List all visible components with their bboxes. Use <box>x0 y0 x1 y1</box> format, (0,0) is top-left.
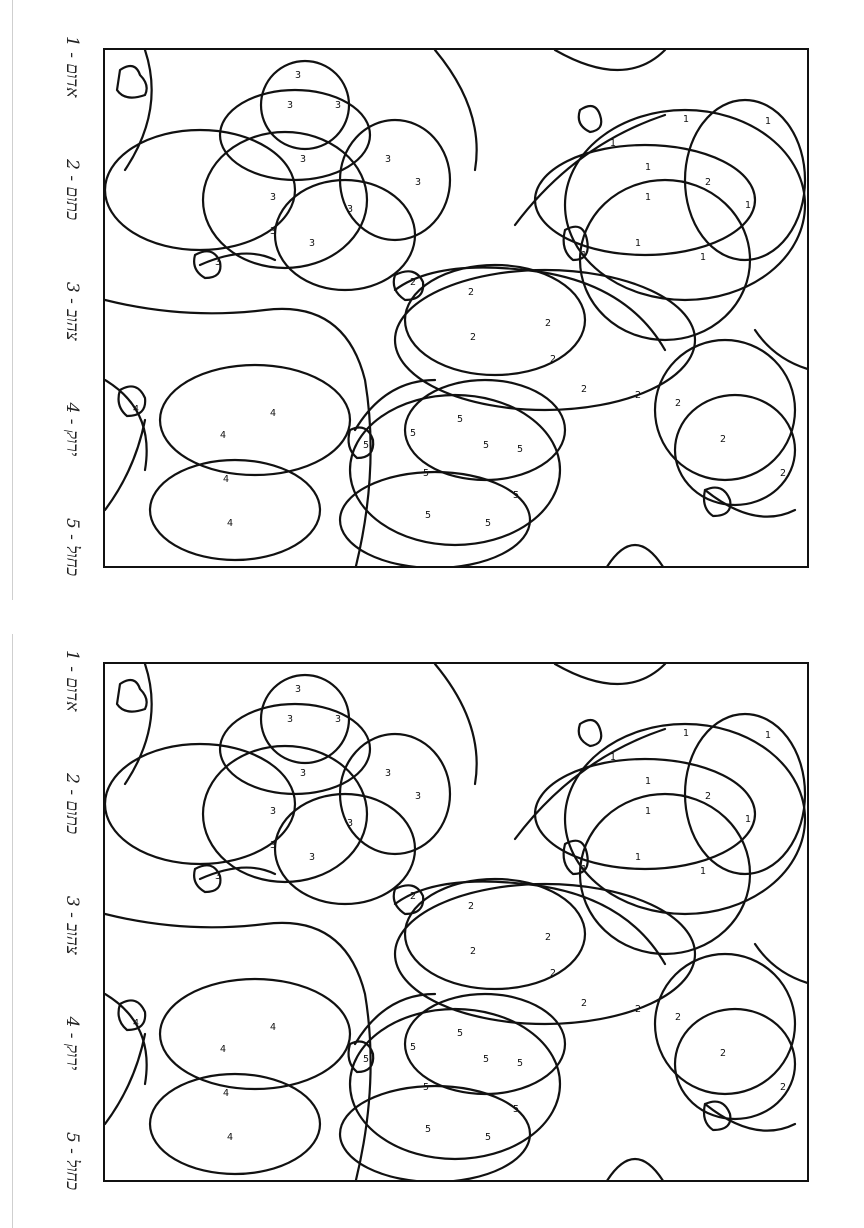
background-curve <box>125 664 152 784</box>
legend-item-5: 5 - כחול <box>62 517 82 576</box>
region-number: 3 <box>415 791 422 802</box>
petal-outline <box>405 265 585 375</box>
leaf-shape <box>119 1000 146 1030</box>
leaf-shape <box>394 271 423 300</box>
coloring-frame <box>103 48 809 568</box>
petal-outline <box>350 1009 560 1159</box>
fold-line <box>12 634 13 1228</box>
region-number: 1 <box>745 200 752 211</box>
legend-list <box>62 650 82 1190</box>
leaf-shape <box>579 106 602 132</box>
region-number: 4 <box>223 1088 230 1099</box>
region-number: 3 <box>287 714 294 725</box>
region-number: 2 <box>468 901 475 912</box>
region-number: 4 <box>270 1022 277 1033</box>
petal-outline <box>580 794 750 954</box>
region-number: 2 <box>550 968 557 979</box>
petal-outline <box>150 1074 320 1174</box>
petal-outline <box>160 979 350 1089</box>
legend-item-2: 2 - כתום <box>62 773 82 835</box>
region-number: 3 <box>270 226 277 237</box>
petal-outline <box>160 365 350 475</box>
region-number: 5 <box>423 1082 430 1093</box>
petal-outline <box>275 794 415 904</box>
region-number: 2 <box>545 318 552 329</box>
region-number: 1 <box>610 138 617 149</box>
background-curve <box>605 545 665 568</box>
background-curve <box>105 380 147 470</box>
petal-outline <box>675 1009 795 1119</box>
region-number: 1 <box>645 806 652 817</box>
region-number: 3 <box>270 806 277 817</box>
background-curve <box>605 1159 665 1182</box>
legend-item-3: 3 - צהוב <box>62 895 82 955</box>
legend-item-2: 2 - כתום <box>62 159 82 221</box>
color-by-number-drawing <box>105 50 809 568</box>
region-number: 1 <box>765 730 772 741</box>
stem-curve <box>105 420 145 510</box>
region-number: 3 <box>385 768 392 779</box>
region-number: 2 <box>720 1048 727 1059</box>
region-number: 3 <box>287 100 294 111</box>
region-number: 3 <box>347 204 354 215</box>
region-number: 4 <box>220 1044 227 1055</box>
region-number: 5 <box>363 1054 370 1065</box>
petal-outline <box>565 724 805 914</box>
petal-outline <box>405 380 565 480</box>
region-number: 2 <box>780 1082 787 1093</box>
region-number: 5 <box>485 518 492 529</box>
background-curve <box>555 50 665 70</box>
region-number: 5 <box>425 1124 432 1135</box>
background-curve <box>435 664 477 784</box>
region-number: 5 <box>513 490 520 501</box>
stem-curve <box>105 1034 145 1124</box>
region-number: 5 <box>483 1054 490 1065</box>
legend-item-1: 1 - אדום <box>62 36 82 98</box>
color-legend <box>50 36 94 576</box>
region-number: 2 <box>470 946 477 957</box>
background-curve <box>125 50 152 170</box>
region-number: 5 <box>517 444 524 455</box>
color-legend <box>50 650 94 1190</box>
petal-outline <box>105 744 295 864</box>
petal-outline <box>580 180 750 340</box>
region-number: 2 <box>468 287 475 298</box>
region-number: 5 <box>410 1042 417 1053</box>
region-number: 2 <box>705 177 712 188</box>
region-number: 3 <box>300 154 307 165</box>
region-number: 2 <box>635 1004 642 1015</box>
petal-outline <box>150 460 320 560</box>
leaf-shape <box>394 885 423 914</box>
region-number: 2 <box>581 998 588 1009</box>
region-number: 2 <box>635 390 642 401</box>
legend-item-1: 1 - אדום <box>62 650 82 712</box>
region-number: 4 <box>227 1132 234 1143</box>
region-number: 3 <box>215 257 222 268</box>
petal-outline <box>105 130 295 250</box>
region-number: 3 <box>385 154 392 165</box>
region-number: 2 <box>720 434 727 445</box>
coloring-frame <box>103 662 809 1182</box>
region-number: 5 <box>517 1058 524 1069</box>
legend-item-5: 5 - כחול <box>62 1131 82 1190</box>
region-number: 2 <box>550 354 557 365</box>
petal-outline <box>350 395 560 545</box>
region-number: 2 <box>410 277 417 288</box>
color-by-number-drawing <box>105 664 809 1182</box>
legend-item-4: 4 - ירוק <box>62 402 82 457</box>
region-number: 2 <box>410 891 417 902</box>
region-number: 5 <box>410 428 417 439</box>
region-number: 3 <box>300 768 307 779</box>
region-number: 2 <box>675 1012 682 1023</box>
legend-list <box>62 36 82 576</box>
region-number: 1 <box>683 114 690 125</box>
region-number: 1 <box>683 728 690 739</box>
region-number: 3 <box>347 818 354 829</box>
region-number: 5 <box>363 440 370 451</box>
background-curve <box>105 994 147 1084</box>
region-number: 2 <box>705 791 712 802</box>
region-number: 5 <box>425 510 432 521</box>
region-number: 5 <box>485 1132 492 1143</box>
region-number: 3 <box>415 177 422 188</box>
region-number: 3 <box>335 714 342 725</box>
region-number: 4 <box>220 430 227 441</box>
region-number: 4 <box>133 1018 140 1029</box>
region-number: 4 <box>270 408 277 419</box>
coloring-page-bottom <box>0 614 864 1228</box>
region-number: 1 <box>581 250 588 261</box>
region-number: 3 <box>295 70 302 81</box>
region-number: 4 <box>227 518 234 529</box>
region-number: 4 <box>133 404 140 415</box>
leaf-shape <box>119 386 146 416</box>
region-number: 3 <box>309 238 316 249</box>
legend-item-3: 3 - צהוב <box>62 281 82 341</box>
region-number: 3 <box>295 684 302 695</box>
region-number: 4 <box>223 474 230 485</box>
petal-outline <box>275 180 415 290</box>
petal-outline <box>405 994 565 1094</box>
region-number: 3 <box>270 840 277 851</box>
region-number: 3 <box>270 192 277 203</box>
region-number: 3 <box>215 871 222 882</box>
fold-line <box>12 0 13 600</box>
region-number: 1 <box>765 116 772 127</box>
region-number: 2 <box>545 932 552 943</box>
background-curve <box>555 664 665 684</box>
region-number: 1 <box>635 238 642 249</box>
legend-item-4: 4 - ירוק <box>62 1016 82 1071</box>
region-number: 1 <box>745 814 752 825</box>
region-number: 1 <box>581 864 588 875</box>
region-number: 1 <box>700 252 707 263</box>
region-number: 1 <box>700 866 707 877</box>
region-number: 5 <box>457 1028 464 1039</box>
region-number: 1 <box>635 852 642 863</box>
leaf-shape <box>117 680 147 712</box>
region-number: 2 <box>780 468 787 479</box>
region-number: 1 <box>610 752 617 763</box>
region-number: 3 <box>335 100 342 111</box>
leaf-shape <box>579 720 602 746</box>
region-number: 1 <box>645 162 652 173</box>
region-number: 2 <box>581 384 588 395</box>
region-number: 2 <box>470 332 477 343</box>
leaf-shape <box>117 66 147 98</box>
region-number: 2 <box>675 398 682 409</box>
region-number: 5 <box>457 414 464 425</box>
region-number: 1 <box>645 776 652 787</box>
petal-outline <box>565 110 805 300</box>
region-number: 3 <box>309 852 316 863</box>
region-number: 5 <box>483 440 490 451</box>
region-number: 5 <box>423 468 430 479</box>
background-curve <box>435 50 477 170</box>
region-number: 5 <box>513 1104 520 1115</box>
petal-outline <box>405 879 585 989</box>
petal-outline <box>675 395 795 505</box>
region-number: 1 <box>645 192 652 203</box>
